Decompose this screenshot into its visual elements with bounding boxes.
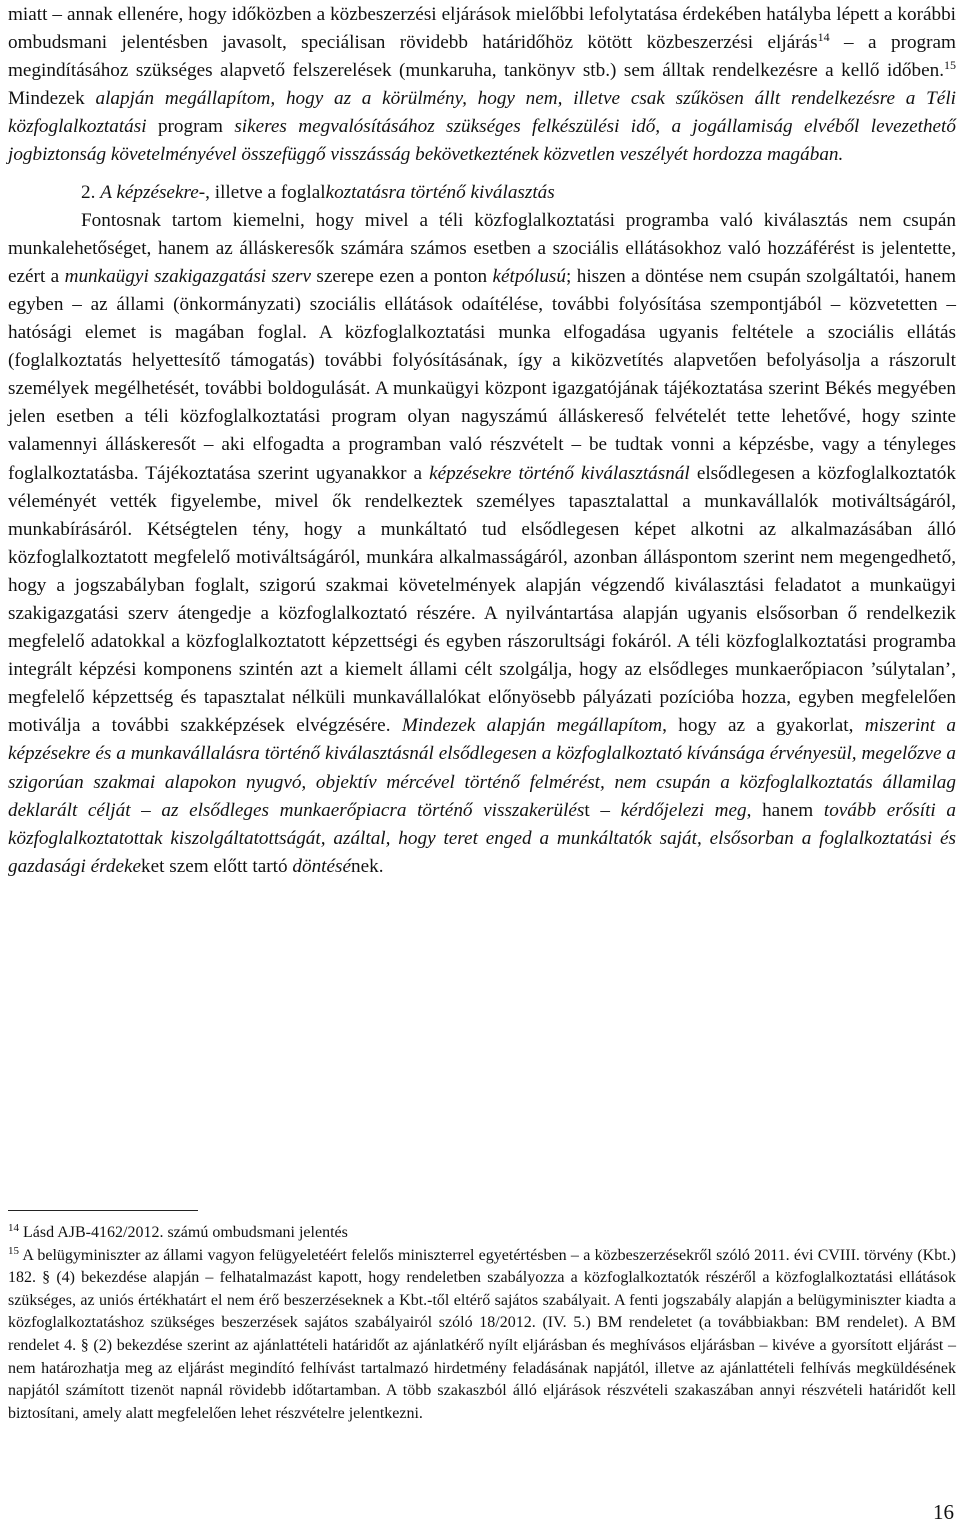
text-run: program	[146, 116, 235, 138]
footnote-14	[8, 1222, 956, 1245]
italic-run: elsősorban a foglalkoztatási és gazdasági érdeke	[8, 827, 956, 877]
section-title-part: -, illetve a foglal	[198, 181, 326, 203]
text-run: – a program megindításához szükséges alapvető felszerelések (munkaruha, tankönyv stb.) sem álltak rendelkezésre a kellő időben.	[8, 32, 956, 82]
page-number: 16	[933, 1500, 954, 1524]
italic-run: alapján megállapítom, hogy az a körülmény, hogy nem, illetve csak szűkösen állt rendelkezésre a Téli közfoglalkoztatási	[8, 88, 956, 138]
section-title-part: koztatásra történő kiválasztás	[325, 181, 555, 203]
document-page	[8, 0, 956, 881]
footnote-ref-14[interactable]: 14	[817, 30, 830, 45]
footnote-text: A belügyminiszter az állami vagyon felügyeletéért felelős miniszterrel egyetértésben – a közbeszerzésekről szóló 2011. évi CVIII. törvény (Kbt.) 182. § (4) bekezdése alapján – felhatalmazást kapott, hogy rendeletben szabályozza a közfoglalkoztatók részéről a közfoglalkoztatási ellátások szükséges, az uniós értékhatárt el nem érő beszerzéseknek a Kbt.-től eltérő sajátos szabályait. A fenti jogszabály alapján a belügyminiszter kiadta a közfoglalkoztatáshoz szükséges beszerzések sajátos szabályairól szóló 18/2012. (IV. 5.) BM rendeletet (a továbbiakban: BM rendelet). A BM rendelet 4. § (2) bekezdése szerint az ajánlattételi határidőt az ajánlatkérő nyílt eljárásban és meghívásos eljárásban – kivéve a gyorsított eljárást – nem határozhatja meg az eljárást megindító felhívást tartalmazó hirdetmény feladásának napjától, illetve az ajánlattételi felhívás megküldésének napjától számított tizenöt napnál rövidebb időtartamban. A több szakaszból álló eljárások részvételi szakaszában annyi részvételi határidőt kell biztosítani, amely alatt megfelelően lehet részvételre jelentkezni.	[8, 1246, 956, 1422]
text-run: Mindezek	[8, 88, 96, 110]
italic-run: Mindezek alapján megállapítom	[401, 715, 663, 737]
footnotes	[8, 1222, 956, 1425]
section-title-part: A képzésekre	[100, 181, 199, 203]
text-run: elsődlegesen a közfoglalkoztatók véleményét vették figyelembe, mivel ők rendelkeztek személyes tapasztalattal a munkavállalók motiváltságáról, munkabírásáról. Kétségtelen tény, hogy a munkáltató tud elsődlegesen képet alkotni az alkalmazásában álló közfoglalkoztatott megfelelő motiváltságáról, munkára alkalmasságáról, azonban álláspontom szerint nem megengedhető, hogy a jogszabályban foglalt, szigorú szakmai követelmények alapján végzendő kiválasztási feladatot a munkaügyi szakigazgatási szerv átengedje a közfoglalkoztató részére. A nyilvántartása alapján ugyanis elsősorban ő rendelkezik megfelelő adatokkal a közfoglalkoztatott képzettségi és egyben rászorultsági fokáról. A téli közfoglalkoztatási programba integrált képzési komponens szintén azt a kiemelt állami célt szolgálja, hogy az elsődleges munkaerőpiacon ’súlytalan’, megfelelő képzettség és tapasztalat nélküli munkavállalókat előnyösebb pályázati pozícióba hozza, egyben megfelelően motiválja a további szakképzések elvégzésére.	[8, 462, 956, 737]
text-run: szerepe ezen a ponton	[310, 265, 493, 287]
text-run: t –	[584, 799, 621, 821]
italic-run: miszerint a képzésekre és a munkavállalásra történő kiválasztásnál elsődlegesen a közfoglalkoztató kívánsága érvényesül, megelőzve a szigorúan szakmai alapokon nyugvó, objektív mércével történő felmérést, nem csupán a közfoglalkoztatás államilag deklarált célját – az elsődleges munkaerőpiacra történő visszakerülés	[8, 715, 956, 821]
paragraph-body	[8, 207, 956, 881]
section-number: 2.	[81, 181, 101, 203]
footnote-text: Lásd AJB-4162/2012. számú ombudsmani jelentés	[19, 1224, 348, 1241]
footnote-mark: 14	[8, 1222, 19, 1234]
text-run: ket szem előtt tartó	[141, 855, 293, 877]
italic-run: képzésekre történő kiválasztásnál	[429, 462, 690, 484]
text-run: nek.	[351, 855, 384, 877]
italic-run: kétpólusú	[492, 265, 566, 287]
italic-run: tovább erősíti a közfoglalkoztatottak kiszolgáltatottságát, azáltal, hogy teret enged a munkáltatók saját	[8, 799, 956, 849]
text-run: , hogy az a gyakorlat,	[662, 715, 865, 737]
text-run: , hanem	[746, 799, 824, 821]
italic-run: döntésé	[292, 855, 351, 877]
paragraph-continuation	[8, 1, 956, 170]
text-run: ,	[696, 827, 710, 849]
footnote-separator	[8, 1210, 198, 1211]
section-heading-2	[8, 179, 956, 207]
italic-run: sikeres megvalósításához szükséges felkészülési idő, a jogállamiság elvéből levezethető jogbiztonság követelményével összefüggő visszásság bekövetkeztének közvetlen veszélyét hordozza magában.	[8, 116, 956, 166]
text-run: miatt – annak ellenére, hogy időközben a közbeszerzési eljárások mielőbbi lefolytatása érdekében hatályba lépett a korábbi ombudsmani jelentésben javasolt, speciálisan rövidebb határidőhöz kötött közbeszerzési eljárás	[8, 4, 956, 54]
italic-run: munkaügyi szakigazgatási szerv	[64, 265, 311, 287]
footnote-mark: 15	[8, 1244, 19, 1257]
footnote-ref-15[interactable]: 15	[944, 58, 956, 73]
footnote-15	[8, 1245, 956, 1426]
italic-run: kérdőjelezi meg	[620, 799, 747, 821]
text-run: ; hiszen a döntése nem csupán szolgáltatói, hanem egyben – az állami (önkormányzati) szociális ellátások odaítélése, további folyósítása szempontjából – közvetetten – hatósági elemet is magában foglal. A közfoglalkoztatási munka elfogadása ugyanis feltétele a szociális ellátás (foglalkoztatás helyettesítő támogatás) további folyósításának, így a kiközvetítés alapvetően befolyásolja a rászorult személyek megélhetését, további boldogulását. A munkaügyi központ igazgatójának tájékoztatása szerint Békés megyében jelen esetben a téli közfoglalkoztatási program olyan nagyszámú álláskereső felvételét tette lehetővé, hogy szinte valamennyi álláskeresőt – aki elfogadta a programban való részvételt – be tudtak vonni a képzésbe, vagy a tényleges foglalkoztatásba. Tájékoztatása szerint ugyanakkor a	[8, 265, 956, 484]
text-run: Fontosnak tartom kiemelni, hogy mivel a téli közfoglalkoztatási programba való kiválasztás nem csupán munkalehetőséget, hanem az álláskeresők számára számos esetben a szociális ellátásokhoz való hozzáférést is jelentette, ezért a	[8, 209, 956, 287]
